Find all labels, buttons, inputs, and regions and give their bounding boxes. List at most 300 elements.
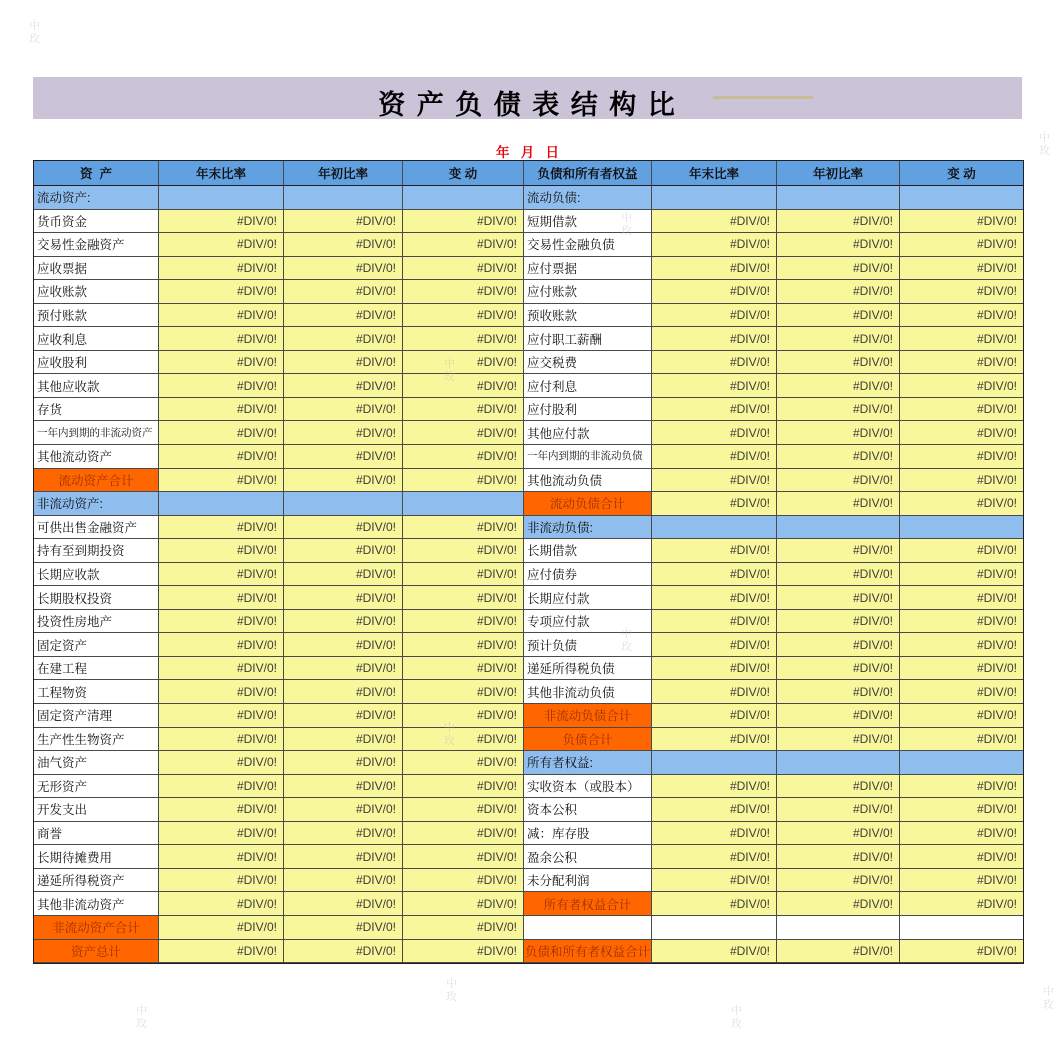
asset-r14-ratio-cell[interactable] [284, 492, 403, 516]
liability-r17-ratio-cell[interactable]: #DIV/0! [777, 563, 900, 587]
asset-r9-ratio-cell[interactable]: #DIV/0! [159, 374, 284, 398]
liability-r22-ratio-cell[interactable]: #DIV/0! [652, 680, 777, 704]
liability-r28-label-cell[interactable]: 减：库存股 [524, 822, 652, 846]
asset-r11-ratio-cell[interactable]: #DIV/0! [403, 421, 524, 445]
liability-r23-label-cell[interactable]: 非流动负债合计 [524, 704, 652, 728]
liability-r18-label-cell[interactable]: 长期应付款 [524, 586, 652, 610]
asset-r4-ratio-cell[interactable]: #DIV/0! [403, 257, 524, 281]
title-banner [33, 77, 1022, 119]
liability-r11-ratio-cell[interactable]: #DIV/0! [900, 421, 1023, 445]
liability-r18-ratio-cell[interactable]: #DIV/0! [777, 586, 900, 610]
column-header-1[interactable]: 年末比率 [159, 161, 284, 186]
asset-r33-ratio-cell[interactable]: #DIV/0! [284, 940, 403, 964]
table-row-3 [34, 233, 1023, 257]
liability-r19-ratio-cell[interactable]: #DIV/0! [652, 610, 777, 634]
liability-r27-ratio-cell[interactable]: #DIV/0! [652, 798, 777, 822]
asset-r20-ratio-cell[interactable]: #DIV/0! [284, 633, 403, 657]
liability-r3-ratio-cell[interactable]: #DIV/0! [652, 233, 777, 257]
liability-r33-ratio-cell[interactable]: #DIV/0! [652, 940, 777, 964]
table-row-27 [34, 798, 1023, 822]
watermark: 中玫 [444, 358, 455, 383]
table-row-9 [34, 374, 1023, 398]
liability-r29-ratio-cell[interactable]: #DIV/0! [900, 845, 1023, 869]
asset-r25-ratio-cell[interactable]: #DIV/0! [403, 751, 524, 775]
liability-r9-ratio-cell[interactable]: #DIV/0! [777, 374, 900, 398]
asset-r18-ratio-cell[interactable]: #DIV/0! [284, 586, 403, 610]
asset-r8-label-cell[interactable]: 应收股利 [34, 351, 159, 375]
liability-r26-ratio-cell[interactable]: #DIV/0! [900, 775, 1023, 799]
asset-r4-label-cell[interactable]: 应收票据 [34, 257, 159, 281]
liability-r31-ratio-cell[interactable]: #DIV/0! [652, 892, 777, 916]
table-row-19 [34, 610, 1023, 634]
asset-r19-ratio-cell[interactable]: #DIV/0! [403, 610, 524, 634]
liability-r26-label-cell[interactable]: 实收资本（或股本） [524, 775, 652, 799]
liability-r31-label-cell[interactable]: 所有者权益合计 [524, 892, 652, 916]
liability-r2-ratio-cell[interactable]: #DIV/0! [652, 210, 777, 234]
asset-r8-ratio-cell[interactable]: #DIV/0! [403, 351, 524, 375]
asset-r32-ratio-cell[interactable]: #DIV/0! [284, 916, 403, 940]
liability-r11-label-cell[interactable]: 其他应付款 [524, 421, 652, 445]
asset-r4-ratio-cell[interactable]: #DIV/0! [284, 257, 403, 281]
asset-r10-ratio-cell[interactable]: #DIV/0! [403, 398, 524, 422]
liability-r10-ratio-cell[interactable]: #DIV/0! [777, 398, 900, 422]
asset-r15-ratio-cell[interactable]: #DIV/0! [403, 516, 524, 540]
asset-r6-ratio-cell[interactable]: #DIV/0! [403, 304, 524, 328]
liability-r1-label-cell[interactable]: 流动负债: [524, 186, 652, 210]
asset-r10-ratio-cell[interactable]: #DIV/0! [159, 398, 284, 422]
liability-r7-label-cell[interactable]: 应付职工薪酬 [524, 327, 652, 351]
liability-r25-ratio-cell[interactable] [652, 751, 777, 775]
asset-r20-ratio-cell[interactable]: #DIV/0! [403, 633, 524, 657]
liability-r32-ratio-cell[interactable] [900, 916, 1023, 940]
liability-r3-ratio-cell[interactable]: #DIV/0! [777, 233, 900, 257]
asset-r25-ratio-cell[interactable]: #DIV/0! [159, 751, 284, 775]
liability-r5-ratio-cell[interactable]: #DIV/0! [777, 280, 900, 304]
liability-r4-ratio-cell[interactable]: #DIV/0! [777, 257, 900, 281]
asset-r9-label-cell[interactable]: 其他应收款 [34, 374, 159, 398]
asset-r19-label-cell[interactable]: 投资性房地产 [34, 610, 159, 634]
liability-r1-ratio-cell[interactable] [900, 186, 1023, 210]
liability-r33-ratio-cell[interactable]: #DIV/0! [777, 940, 900, 964]
asset-r26-ratio-cell[interactable]: #DIV/0! [159, 775, 284, 799]
liability-r19-ratio-cell[interactable]: #DIV/0! [900, 610, 1023, 634]
column-header-2[interactable]: 年初比率 [284, 161, 403, 186]
liability-r18-ratio-cell[interactable]: #DIV/0! [900, 586, 1023, 610]
liability-r2-ratio-cell[interactable]: #DIV/0! [777, 210, 900, 234]
asset-r29-ratio-cell[interactable]: #DIV/0! [284, 845, 403, 869]
asset-r15-label-cell[interactable]: 可供出售金融资产 [34, 516, 159, 540]
asset-r29-label-cell[interactable]: 长期待摊费用 [34, 845, 159, 869]
liability-r29-label-cell[interactable]: 盈余公积 [524, 845, 652, 869]
asset-r28-ratio-cell[interactable]: #DIV/0! [159, 822, 284, 846]
asset-r15-ratio-cell[interactable]: #DIV/0! [159, 516, 284, 540]
asset-r31-label-cell[interactable]: 其他非流动资产 [34, 892, 159, 916]
liability-r24-label-cell[interactable]: 负债合计 [524, 728, 652, 752]
liability-r19-label-cell[interactable]: 专项应付款 [524, 610, 652, 634]
asset-r15-ratio-cell[interactable]: #DIV/0! [284, 516, 403, 540]
asset-r33-label-cell[interactable]: 资产总计 [34, 940, 159, 964]
header-row [34, 161, 1023, 186]
liability-r11-ratio-cell[interactable]: #DIV/0! [777, 421, 900, 445]
liability-r13-label-cell[interactable]: 其他流动负债 [524, 469, 652, 493]
asset-r1-ratio-cell[interactable] [403, 186, 524, 210]
asset-r16-ratio-cell[interactable]: #DIV/0! [403, 539, 524, 563]
asset-r16-ratio-cell[interactable]: #DIV/0! [284, 539, 403, 563]
liability-r17-label-cell[interactable]: 应付债券 [524, 563, 652, 587]
liability-r20-ratio-cell[interactable]: #DIV/0! [777, 633, 900, 657]
liability-r1-ratio-cell[interactable] [777, 186, 900, 210]
liability-r6-ratio-cell[interactable]: #DIV/0! [652, 304, 777, 328]
liability-r12-ratio-cell[interactable]: #DIV/0! [652, 445, 777, 469]
asset-r28-label-cell[interactable]: 商誉 [34, 822, 159, 846]
asset-r11-ratio-cell[interactable]: #DIV/0! [284, 421, 403, 445]
asset-r14-ratio-cell[interactable] [403, 492, 524, 516]
liability-r10-label-cell[interactable]: 应付股利 [524, 398, 652, 422]
asset-r25-label-cell[interactable]: 油气资产 [34, 751, 159, 775]
asset-r28-ratio-cell[interactable]: #DIV/0! [284, 822, 403, 846]
asset-r2-ratio-cell[interactable]: #DIV/0! [159, 210, 284, 234]
watermark: 中玫 [1039, 132, 1050, 157]
asset-r17-label-cell[interactable]: 长期应收款 [34, 563, 159, 587]
liability-r32-ratio-cell[interactable] [652, 916, 777, 940]
asset-r5-ratio-cell[interactable]: #DIV/0! [403, 280, 524, 304]
table-row-14 [34, 492, 1023, 516]
table-row-12 [34, 445, 1023, 469]
table-row-30 [34, 869, 1023, 893]
asset-r19-ratio-cell[interactable]: #DIV/0! [159, 610, 284, 634]
table-row-7 [34, 327, 1023, 351]
asset-r26-ratio-cell[interactable]: #DIV/0! [284, 775, 403, 799]
asset-r27-ratio-cell[interactable]: #DIV/0! [284, 798, 403, 822]
liability-r28-ratio-cell[interactable]: #DIV/0! [777, 822, 900, 846]
table-row-6 [34, 304, 1023, 328]
liability-r1-ratio-cell[interactable] [652, 186, 777, 210]
asset-r1-label-cell[interactable]: 流动资产: [34, 186, 159, 210]
asset-r16-label-cell[interactable]: 持有至到期投资 [34, 539, 159, 563]
liability-r22-ratio-cell[interactable]: #DIV/0! [777, 680, 900, 704]
liability-r30-ratio-cell[interactable]: #DIV/0! [900, 869, 1023, 893]
liability-r4-label-cell[interactable]: 应付票据 [524, 257, 652, 281]
liability-r5-ratio-cell[interactable]: #DIV/0! [900, 280, 1023, 304]
column-header-3[interactable]: 变 动 [403, 161, 524, 186]
table-row-29 [34, 845, 1023, 869]
asset-r5-ratio-cell[interactable]: #DIV/0! [159, 280, 284, 304]
liability-r6-label-cell[interactable]: 预收账款 [524, 304, 652, 328]
asset-r26-ratio-cell[interactable]: #DIV/0! [403, 775, 524, 799]
liability-r15-ratio-cell[interactable] [652, 516, 777, 540]
asset-r19-ratio-cell[interactable]: #DIV/0! [284, 610, 403, 634]
asset-r5-label-cell[interactable]: 应收账款 [34, 280, 159, 304]
liability-r14-ratio-cell[interactable]: #DIV/0! [652, 492, 777, 516]
column-header-6[interactable]: 年初比率 [777, 161, 900, 186]
liability-r22-label-cell[interactable]: 其他非流动负债 [524, 680, 652, 704]
liability-r27-ratio-cell[interactable]: #DIV/0! [777, 798, 900, 822]
column-header-7[interactable]: 变 动 [900, 161, 1023, 186]
liability-r8-ratio-cell[interactable]: #DIV/0! [652, 351, 777, 375]
asset-r6-label-cell[interactable]: 预付账款 [34, 304, 159, 328]
asset-r33-ratio-cell[interactable]: #DIV/0! [403, 940, 524, 964]
asset-r2-ratio-cell[interactable]: #DIV/0! [284, 210, 403, 234]
asset-r7-ratio-cell[interactable]: #DIV/0! [403, 327, 524, 351]
liability-r25-label-cell[interactable]: 所有者权益: [524, 751, 652, 775]
asset-r17-ratio-cell[interactable]: #DIV/0! [159, 563, 284, 587]
liability-r13-ratio-cell[interactable]: #DIV/0! [777, 469, 900, 493]
liability-r29-ratio-cell[interactable]: #DIV/0! [777, 845, 900, 869]
liability-r8-label-cell[interactable]: 应交税费 [524, 351, 652, 375]
asset-r12-label-cell[interactable]: 其他流动资产 [34, 445, 159, 469]
liability-r27-label-cell[interactable]: 资本公积 [524, 798, 652, 822]
liability-r9-ratio-cell[interactable]: #DIV/0! [652, 374, 777, 398]
asset-r3-ratio-cell[interactable]: #DIV/0! [159, 233, 284, 257]
asset-r6-ratio-cell[interactable]: #DIV/0! [284, 304, 403, 328]
liability-r21-ratio-cell[interactable]: #DIV/0! [900, 657, 1023, 681]
liability-r26-ratio-cell[interactable]: #DIV/0! [652, 775, 777, 799]
asset-r31-ratio-cell[interactable]: #DIV/0! [403, 892, 524, 916]
column-header-5[interactable]: 年末比率 [652, 161, 777, 186]
table-row-32 [34, 916, 1023, 940]
asset-r13-ratio-cell[interactable]: #DIV/0! [403, 469, 524, 493]
asset-r33-ratio-cell[interactable]: #DIV/0! [159, 940, 284, 964]
liability-r2-ratio-cell[interactable]: #DIV/0! [900, 210, 1023, 234]
asset-r12-ratio-cell[interactable]: #DIV/0! [403, 445, 524, 469]
liability-r13-ratio-cell[interactable]: #DIV/0! [900, 469, 1023, 493]
asset-r29-ratio-cell[interactable]: #DIV/0! [403, 845, 524, 869]
asset-r12-ratio-cell[interactable]: #DIV/0! [159, 445, 284, 469]
liability-r6-ratio-cell[interactable]: #DIV/0! [900, 304, 1023, 328]
liability-r30-ratio-cell[interactable]: #DIV/0! [652, 869, 777, 893]
asset-r13-ratio-cell[interactable]: #DIV/0! [284, 469, 403, 493]
liability-r6-ratio-cell[interactable]: #DIV/0! [777, 304, 900, 328]
asset-r10-label-cell[interactable]: 存货 [34, 398, 159, 422]
liability-r5-label-cell[interactable]: 应付账款 [524, 280, 652, 304]
table-row-26 [34, 775, 1023, 799]
asset-r7-ratio-cell[interactable]: #DIV/0! [284, 327, 403, 351]
asset-r22-ratio-cell[interactable]: #DIV/0! [159, 680, 284, 704]
asset-r24-ratio-cell[interactable]: #DIV/0! [403, 728, 524, 752]
table-row-13 [34, 469, 1023, 493]
asset-r27-ratio-cell[interactable]: #DIV/0! [159, 798, 284, 822]
asset-r32-label-cell[interactable]: 非流动资产合计 [34, 916, 159, 940]
liability-r12-ratio-cell[interactable]: #DIV/0! [777, 445, 900, 469]
liability-r7-ratio-cell[interactable]: #DIV/0! [777, 327, 900, 351]
liability-r3-ratio-cell[interactable]: #DIV/0! [900, 233, 1023, 257]
liability-r17-ratio-cell[interactable]: #DIV/0! [900, 563, 1023, 587]
liability-r21-ratio-cell[interactable]: #DIV/0! [777, 657, 900, 681]
liability-r14-label-cell[interactable]: 流动负债合计 [524, 492, 652, 516]
asset-r1-ratio-cell[interactable] [284, 186, 403, 210]
liability-r25-ratio-cell[interactable] [900, 751, 1023, 775]
liability-r16-ratio-cell[interactable]: #DIV/0! [777, 539, 900, 563]
table-row-33 [34, 940, 1023, 964]
liability-r9-label-cell[interactable]: 应付利息 [524, 374, 652, 398]
liability-r4-ratio-cell[interactable]: #DIV/0! [652, 257, 777, 281]
liability-r14-ratio-cell[interactable]: #DIV/0! [900, 492, 1023, 516]
liability-r20-ratio-cell[interactable]: #DIV/0! [652, 633, 777, 657]
asset-r30-ratio-cell[interactable]: #DIV/0! [403, 869, 524, 893]
liability-r21-label-cell[interactable]: 递延所得税负债 [524, 657, 652, 681]
asset-r30-ratio-cell[interactable]: #DIV/0! [284, 869, 403, 893]
liability-r14-ratio-cell[interactable]: #DIV/0! [777, 492, 900, 516]
liability-r20-label-cell[interactable]: 预计负债 [524, 633, 652, 657]
asset-r7-ratio-cell[interactable]: #DIV/0! [159, 327, 284, 351]
liability-r28-ratio-cell[interactable]: #DIV/0! [652, 822, 777, 846]
asset-r2-label-cell[interactable]: 货币资金 [34, 210, 159, 234]
liability-r24-ratio-cell[interactable]: #DIV/0! [900, 728, 1023, 752]
liability-r22-ratio-cell[interactable]: #DIV/0! [900, 680, 1023, 704]
asset-r29-ratio-cell[interactable]: #DIV/0! [159, 845, 284, 869]
watermark: 中玫 [29, 20, 40, 45]
liability-r30-label-cell[interactable]: 未分配利润 [524, 869, 652, 893]
liability-r33-label-cell[interactable]: 负债和所有者权益合计 [524, 940, 652, 964]
liability-r32-ratio-cell[interactable] [777, 916, 900, 940]
asset-r28-ratio-cell[interactable]: #DIV/0! [403, 822, 524, 846]
asset-r23-ratio-cell[interactable]: #DIV/0! [284, 704, 403, 728]
asset-r21-ratio-cell[interactable]: #DIV/0! [284, 657, 403, 681]
asset-r30-label-cell[interactable]: 递延所得税资产 [34, 869, 159, 893]
table-row-23 [34, 704, 1023, 728]
liability-r3-label-cell[interactable]: 交易性金融负债 [524, 233, 652, 257]
liability-r23-ratio-cell[interactable]: #DIV/0! [652, 704, 777, 728]
liability-r33-ratio-cell[interactable]: #DIV/0! [900, 940, 1023, 964]
liability-r8-ratio-cell[interactable]: #DIV/0! [900, 351, 1023, 375]
asset-r26-label-cell[interactable]: 无形资产 [34, 775, 159, 799]
asset-r17-ratio-cell[interactable]: #DIV/0! [284, 563, 403, 587]
liability-r12-ratio-cell[interactable]: #DIV/0! [900, 445, 1023, 469]
liability-r9-ratio-cell[interactable]: #DIV/0! [900, 374, 1023, 398]
asset-r22-ratio-cell[interactable]: #DIV/0! [403, 680, 524, 704]
liability-r27-ratio-cell[interactable]: #DIV/0! [900, 798, 1023, 822]
asset-r10-ratio-cell[interactable]: #DIV/0! [284, 398, 403, 422]
liability-r23-ratio-cell[interactable]: #DIV/0! [900, 704, 1023, 728]
asset-r6-ratio-cell[interactable]: #DIV/0! [159, 304, 284, 328]
liability-r18-ratio-cell[interactable]: #DIV/0! [652, 586, 777, 610]
asset-r12-ratio-cell[interactable]: #DIV/0! [284, 445, 403, 469]
liability-r19-ratio-cell[interactable]: #DIV/0! [777, 610, 900, 634]
asset-r21-ratio-cell[interactable]: #DIV/0! [159, 657, 284, 681]
table-row-8 [34, 351, 1023, 375]
asset-r1-ratio-cell[interactable] [159, 186, 284, 210]
liability-r32-label-cell[interactable] [524, 916, 652, 940]
asset-r21-ratio-cell[interactable]: #DIV/0! [403, 657, 524, 681]
asset-r8-ratio-cell[interactable]: #DIV/0! [284, 351, 403, 375]
watermark: 中玫 [446, 978, 457, 1003]
liability-r15-label-cell[interactable]: 非流动负债: [524, 516, 652, 540]
asset-r13-ratio-cell[interactable]: #DIV/0! [159, 469, 284, 493]
liability-r5-ratio-cell[interactable]: #DIV/0! [652, 280, 777, 304]
asset-r13-label-cell[interactable]: 流动资产合计 [34, 469, 159, 493]
liability-r13-ratio-cell[interactable]: #DIV/0! [652, 469, 777, 493]
asset-r18-label-cell[interactable]: 长期股权投资 [34, 586, 159, 610]
asset-r11-ratio-cell[interactable]: #DIV/0! [159, 421, 284, 445]
liability-r8-ratio-cell[interactable]: #DIV/0! [777, 351, 900, 375]
table-row-17 [34, 563, 1023, 587]
asset-r7-label-cell[interactable]: 应收利息 [34, 327, 159, 351]
liability-r26-ratio-cell[interactable]: #DIV/0! [777, 775, 900, 799]
asset-r31-ratio-cell[interactable]: #DIV/0! [159, 892, 284, 916]
liability-r24-ratio-cell[interactable]: #DIV/0! [777, 728, 900, 752]
asset-r14-label-cell[interactable]: 非流动资产: [34, 492, 159, 516]
column-header-0[interactable]: 资 产 [34, 161, 159, 186]
liability-r16-ratio-cell[interactable]: #DIV/0! [652, 539, 777, 563]
asset-r21-label-cell[interactable]: 在建工程 [34, 657, 159, 681]
asset-r18-ratio-cell[interactable]: #DIV/0! [159, 586, 284, 610]
asset-r2-ratio-cell[interactable]: #DIV/0! [403, 210, 524, 234]
asset-r14-ratio-cell[interactable] [159, 492, 284, 516]
asset-r22-ratio-cell[interactable]: #DIV/0! [284, 680, 403, 704]
asset-r32-ratio-cell[interactable]: #DIV/0! [403, 916, 524, 940]
liability-r16-ratio-cell[interactable]: #DIV/0! [900, 539, 1023, 563]
table-row-31 [34, 892, 1023, 916]
liability-r28-ratio-cell[interactable]: #DIV/0! [900, 822, 1023, 846]
asset-r3-label-cell[interactable]: 交易性金融资产 [34, 233, 159, 257]
asset-r11-label-cell[interactable]: 一年内到期的非流动资产 [34, 421, 159, 445]
asset-r18-ratio-cell[interactable]: #DIV/0! [403, 586, 524, 610]
asset-r25-ratio-cell[interactable]: #DIV/0! [284, 751, 403, 775]
asset-r23-ratio-cell[interactable]: #DIV/0! [403, 704, 524, 728]
sheet-table [33, 160, 1024, 964]
table-row-11 [34, 421, 1023, 445]
table-row-28 [34, 822, 1023, 846]
date-line-cell[interactable]: 年 月 日 [495, 145, 559, 160]
liability-r7-ratio-cell[interactable]: #DIV/0! [652, 327, 777, 351]
asset-r23-label-cell[interactable]: 固定资产清理 [34, 704, 159, 728]
asset-r24-ratio-cell[interactable]: #DIV/0! [284, 728, 403, 752]
liability-r2-label-cell[interactable]: 短期借款 [524, 210, 652, 234]
liability-r31-ratio-cell[interactable]: #DIV/0! [777, 892, 900, 916]
asset-r32-ratio-cell[interactable]: #DIV/0! [159, 916, 284, 940]
asset-r27-label-cell[interactable]: 开发支出 [34, 798, 159, 822]
asset-r24-ratio-cell[interactable]: #DIV/0! [159, 728, 284, 752]
asset-r17-ratio-cell[interactable]: #DIV/0! [403, 563, 524, 587]
liability-r21-ratio-cell[interactable]: #DIV/0! [652, 657, 777, 681]
liability-r12-label-cell[interactable]: 一年内到期的非流动负债 [524, 445, 652, 469]
asset-r5-ratio-cell[interactable]: #DIV/0! [284, 280, 403, 304]
liability-r4-ratio-cell[interactable]: #DIV/0! [900, 257, 1023, 281]
liability-r31-ratio-cell[interactable]: #DIV/0! [900, 892, 1023, 916]
asset-r3-ratio-cell[interactable]: #DIV/0! [403, 233, 524, 257]
liability-r29-ratio-cell[interactable]: #DIV/0! [652, 845, 777, 869]
liability-r23-ratio-cell[interactable]: #DIV/0! [777, 704, 900, 728]
asset-r9-ratio-cell[interactable]: #DIV/0! [403, 374, 524, 398]
asset-r4-ratio-cell[interactable]: #DIV/0! [159, 257, 284, 281]
asset-r31-ratio-cell[interactable]: #DIV/0! [284, 892, 403, 916]
liability-r7-ratio-cell[interactable]: #DIV/0! [900, 327, 1023, 351]
liability-r10-ratio-cell[interactable]: #DIV/0! [900, 398, 1023, 422]
liability-r17-ratio-cell[interactable]: #DIV/0! [652, 563, 777, 587]
asset-r20-ratio-cell[interactable]: #DIV/0! [159, 633, 284, 657]
liability-r25-ratio-cell[interactable] [777, 751, 900, 775]
liability-r24-ratio-cell[interactable]: #DIV/0! [652, 728, 777, 752]
liability-r15-ratio-cell[interactable] [900, 516, 1023, 540]
asset-r9-ratio-cell[interactable]: #DIV/0! [284, 374, 403, 398]
liability-r20-ratio-cell[interactable]: #DIV/0! [900, 633, 1023, 657]
liability-r30-ratio-cell[interactable]: #DIV/0! [777, 869, 900, 893]
asset-r24-label-cell[interactable]: 生产性生物资产 [34, 728, 159, 752]
asset-r20-label-cell[interactable]: 固定资产 [34, 633, 159, 657]
asset-r27-ratio-cell[interactable]: #DIV/0! [403, 798, 524, 822]
asset-r23-ratio-cell[interactable]: #DIV/0! [159, 704, 284, 728]
asset-r22-label-cell[interactable]: 工程物资 [34, 680, 159, 704]
asset-r30-ratio-cell[interactable]: #DIV/0! [159, 869, 284, 893]
column-header-4[interactable]: 负债和所有者权益 [524, 161, 652, 186]
liability-r11-ratio-cell[interactable]: #DIV/0! [652, 421, 777, 445]
liability-r16-label-cell[interactable]: 长期借款 [524, 539, 652, 563]
liability-r10-ratio-cell[interactable]: #DIV/0! [652, 398, 777, 422]
asset-r3-ratio-cell[interactable]: #DIV/0! [284, 233, 403, 257]
asset-r8-ratio-cell[interactable]: #DIV/0! [159, 351, 284, 375]
asset-r16-ratio-cell[interactable]: #DIV/0! [159, 539, 284, 563]
liability-r15-ratio-cell[interactable] [777, 516, 900, 540]
